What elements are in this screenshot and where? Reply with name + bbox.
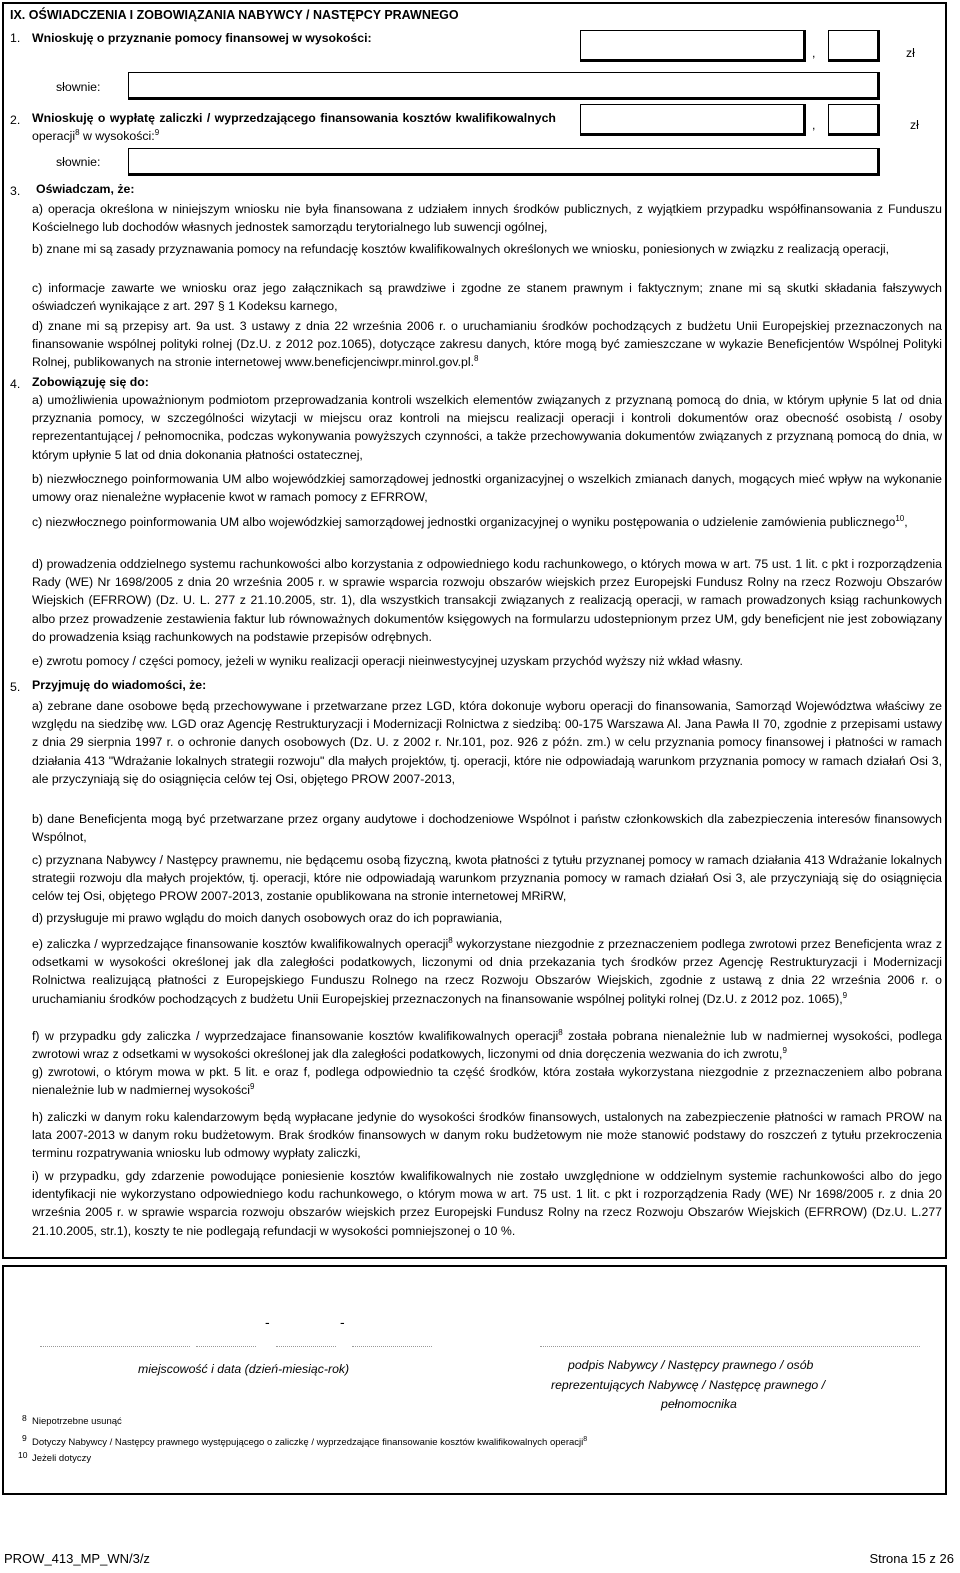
amount-decimal-field-1[interactable]	[828, 30, 880, 62]
item5-f-post: została pobrana nienależnie lub w nadmiernej wysokości, podlega zwrotowi wraz z odsetkami w wysokości określonej jak dla zaległości podatkowych, liczonymi od dnia doręczenia wezwania do ich zwrotu,	[32, 1029, 943, 1062]
form-code: PROW_413_MP_WN/3/z	[4, 1551, 150, 1566]
date-month-field[interactable]	[276, 1290, 336, 1347]
item3-b: b) znane mi są zasady przyznawania pomocy na refundację kosztów kwalifikowalnych określonych we wniosku, poniesionych w związku z realizacją operacji,	[32, 242, 890, 256]
date-day-field[interactable]	[196, 1290, 256, 1347]
item5-c: c) przyznana Nabywcy / Następcy prawnemu, nie będącemu osobą fizyczną, kwota płatności z tytułu przyznanej pomocy w ramach działania 413 Wdrażanie lokalnych strategii rozwoju dla małych projektów, tj. operacji, które nie odpowiadają warunkom przyznania pomocy w ramach działań Osi 3, ale przyczyniają się do osiągnięcia celów tej Osi, objętego PROW 2007-2013, zostanie opublikowana na stronie internetowej MRiRW,	[32, 853, 942, 904]
item5-i: i) w przypadku, gdy zdarzenie powodujące poniesienie kosztów kwalifikowalnych nie zostało uwzględnione w oddzielnym systemie rachunkowości albo do jego identyfikacji nie wykorzystano odpowiedniego kodu rachunkowego, o którym mowa w art. 75 ust. 1 lit. c pkt i rozporządzenia Rady (WE) Nr 1698/2005 r. z dnia 20 września 2005 r. w sprawie wsparcia rozwoju obszarów wiejskich przez Europejski Fundusz Rolny na rzecz Rozwoju Obszarów Wiejskich (EFRROW) (Dz.U. L.277 21.10.2005, str.1), koszty te nie podlegają refundacji w wysokości pomniejszonej o 10 %.	[32, 1169, 942, 1238]
item5-e-sup2: 9	[842, 990, 848, 1000]
date-separator-1: -	[265, 1314, 270, 1330]
page-number: Strona 15 z 26	[869, 1551, 954, 1566]
item1-words-label: słownie:	[56, 80, 101, 94]
item2-operacji: operacji	[32, 129, 76, 143]
footnote-10-num: 10	[18, 1450, 28, 1460]
section-title: IX. OŚWIADCZENIA I ZOBOWIĄZANIA NABYWCY / NASTĘPCY PRAWNEGO	[10, 8, 459, 22]
item3-number: 3.	[10, 184, 21, 198]
item5-f-pre: f) w przypadku gdy zaliczka / wyprzedzajace finansowanie kosztów kwalifikowalnych operacji	[32, 1029, 559, 1043]
item3-heading: Oświadczam, że:	[36, 182, 135, 196]
place-field[interactable]	[40, 1290, 190, 1347]
item4-c-sup: 10	[895, 513, 905, 523]
item3-d	[32, 317, 942, 372]
item5-g-text: g) zwrotowi, o którym mowa w pkt. 5 lit. e oraz f, podlega odpowiednio ta część środków, która została wykorzystana niezgodnie z przeznaczeniem albo pobrana nienależnie lub w nadmiernej wysokości	[32, 1065, 942, 1098]
footnote-9-text	[32, 1437, 587, 1449]
item2-label-line1: Wnioskuję o wypłatę zaliczki / wyprzedzającego finansowania kosztów kwalifikowalnych	[32, 111, 556, 125]
item5-f-sup2: 9	[782, 1046, 787, 1056]
footnote-10-text: Jeżeli dotyczy	[32, 1453, 92, 1464]
item2-number: 2.	[10, 113, 21, 127]
item4-number: 4.	[10, 377, 21, 391]
item5-number: 5.	[10, 680, 21, 694]
item2-wys: w wysokości:	[79, 129, 155, 143]
item5-a: a) zebrane dane osobowe będą przechowywane i przetwarzane przez LGD, która dokonuje wyboru operacji do finansowania, Samorząd Województwa właściwy ze względu na siedzibę ww. LGD oraz Agencję Restrukturyzacji i Modernizacji Rolnictwa z siedzibą: 00-175 Warszawa Al. Jana Pawła II 70, zgodnie z przepisami ustawy z dnia 29 sierpnia 1997 r. o ochronie danych osobowych (Dz. U. z 2002 r. Nr.101, poz. 926 z późn. zm.) w celu przyznania pomocy finansowej i płatności w ramach działania 413 "Wdrażanie lokalnych strategii rozwoju" dla małych projektów, tj. operacji, które nie odpowiadają warunkom przyznania pomocy w ramach działań Osi 3, ale przyczyniają się do osiągnięcia celów tej Osi, objętego PROW 2007-2013,	[32, 699, 942, 786]
item3-a: a) operacja określona w niniejszym wniosku nie była finansowana z udziałem innych środków publicznych, z wyjątkiem przypadku współfinansowania z Funduszu Kościelnego lub dochodów własnych jednostek samorządu terytorialnego lub suwencji ogólnej,	[32, 202, 942, 235]
date-separator-2: -	[340, 1314, 345, 1330]
date-year-field[interactable]	[352, 1290, 432, 1347]
item4-c	[32, 513, 942, 531]
advance-words-field[interactable]	[128, 148, 880, 176]
item4-a: a) umożliwienia upoważnionym podmiotom przeprowadzania kontroli wszelkich elementów związanych z przyznaną pomocą do dnia, w którym upłynie 5 lat od dnia przyznania pomocy, w szczególności wizytacji w miejscu oraz kontroli na miejscu realizacji operacji i kontroli dokumentów oraz obecność osobistą / osoby reprezentantującej / pełnomocnika, podczas wykonywania powyższych czynności, a także przechowywania dokumentów związanych z przyznaną pomocą do dnia, w którym upłynie 5 lat od dnia dokonania płatności ostatecznej,	[32, 393, 942, 462]
signature-label-line1: podpis Nabywcy / Następcy prawnego / osób	[568, 1358, 814, 1372]
item1-currency: zł	[906, 46, 915, 60]
item2-label-line2	[32, 127, 159, 145]
item4-c-text: c) niezwłocznego poinformowania UM albo wojewódzkiej samorządowej jednostki organizacyjnej o wyniku postępowania o udzielenie zamówienia publicznego	[32, 515, 896, 529]
item5-e-pre: e) zaliczka / wyprzedzające finansowanie kosztów kwalifikowalnych operacji	[32, 937, 449, 951]
item5-g	[32, 1063, 942, 1099]
item2-currency: zł	[910, 118, 919, 132]
item5-e	[32, 935, 942, 1008]
item3-d-text: d) znane mi są przepisy art. 9a ust. 3 ustawy z dnia 22 września 2006 r. o uruchamianiu środków pochodzących z budżetu Unii Europejskiej przeznaczonych na finansowanie wspólnej polityki rolnej (Dz.U. z 2012 poz.1065), dotyczące zakresu danych, które mogą być zamieszczane w wykazie Beneficjentów Wspólnej Polityki Rolnej, publikowanych na stronie internetowej www.beneficjenciwpr.minrol.gov.pl.	[32, 319, 942, 370]
item4-heading: Zobowiązuję się do:	[32, 375, 149, 389]
place-date-label: miejscowość i data (dzień-miesiąc-rok)	[138, 1362, 350, 1376]
item5-b: b) dane Beneficjenta mogą być przetwarzane przez organy audytowe i dochodzeniowe Wspólnot i państw członkowskich dla zabezpieczenia interesów finansowych Wspólnot,	[32, 812, 942, 845]
item4-e: e) zwrotu pomocy / części pomocy, jeżeli w wyniku realizacji operacji nieinwestycyjnej uzyskam przychód wyższy niż wkład własny.	[32, 654, 743, 668]
footnote-9-sup: 8	[583, 1435, 588, 1443]
advance-decimal-field[interactable]	[828, 104, 880, 136]
item4-c-end: ,	[904, 515, 908, 529]
item2-words-label: słownie:	[56, 155, 101, 169]
item5-d: d) przysługuje mi prawo wglądu do moich danych osobowych oraz do ich poprawiania,	[32, 911, 503, 925]
item1-comma: ,	[812, 46, 816, 60]
item4-d: d) prowadzenia oddzielnego systemu rachunkowości albo korzystania z odpowiedniego kodu rachunkowego, o których mowa w art. 75 ust. 1 lit. c pkt i rozporządzenia Rady (WE) Nr 1698/2005 z dnia 20 września 2005 r. w sprawie wsparcia rozwoju obszarów wiejskich przez Europejski Fundusz Rolny na rzecz Rozwoju Obszarów Wiejskich (EFRROW) (Dz. U. L. 277 z 21.10.2005, str. 1), dla wszystkich transakcji związanych z realizacją operacji, w ramach prowadzonych ksiąg rachunkowych albo przez prowadzenie zestawienia faktur lub równoważnych dokumentów księgowych na formularzu udostepnionym przez UM, gdy beneficjent nie jest zobowiązany do prowadzenia ksiąg rachunkowych na podstawie przepisów odrębnych.	[32, 557, 942, 644]
amount-words-field-1[interactable]	[128, 72, 880, 100]
item5-heading: Przyjmuję do wiadomości, że:	[32, 678, 207, 692]
footnote-9-num: 9	[22, 1433, 27, 1443]
item5-e-post: wykorzystane niezgodnie z przeznaczeniem podlega zwrotowi przez Beneficjenta wraz z odsetkami w wysokości określonej jak dla zaległości podatkowych, liczonymi od dnia przekazania tych środków przez Agencję Restrukturyzacji i Modernizacji Rolnictwa realizującą płatności z Europejskiego Funduszu Rolnego na rzecz Rozwoju Obszarów Wiejskich, zgodnie z ustawą z dnia 22 września 2006 r. o uruchamianiu środków pochodzących z budżetu Unii Europejskiej przeznaczonych na finansowanie wspólnej polityki rolnej (Dz.U. z 2012 poz. 1065),	[32, 937, 942, 1006]
item3-d-sup: 8	[474, 354, 479, 364]
item1-label-text: Wnioskuję o przyznanie pomocy finansowej w wysokości:	[32, 31, 372, 45]
item2-comma: ,	[812, 118, 816, 132]
footnote-8-text: Niepotrzebne usunąć	[32, 1416, 122, 1427]
item1-label	[32, 29, 372, 47]
footnote-8-num: 8	[22, 1413, 27, 1423]
item4-b: b) niezwłocznego poinformowania UM albo wojewódzkiej samorządowej jednostki organizacyjnej o wszelkich zmianach danych, mogących mieć wpływ na wykonanie umowy oraz nienależne wypłacenie kwot w ramach pomocy z EFRROW,	[32, 472, 942, 505]
item1-number: 1.	[10, 31, 21, 45]
item5-f-sup: 8	[558, 1027, 563, 1037]
item5-g-sup: 9	[250, 1082, 255, 1092]
item5-h: h) zaliczki w danym roku kalendarzowym będą wypłacane jedynie do wysokości środków finansowych, ustalonych na zabezpieczenie płatności w ramach PROW na lata 2007-2013 w danym roku budżetowym. Brak środków finansowych w danym roku budżetowym nie może stanowić podstawy do roszczeń z tytułu przekroczenia terminu rozpatrywania wniosku lub odmowy wypłaty zaliczki,	[32, 1110, 942, 1161]
signature-label-line3: pełnomocnika	[661, 1397, 737, 1411]
footnote-9-body: Dotyczy Nabywcy / Następcy prawnego występującego o zaliczkę / wyprzedzające finansowanie kosztów kwalifikowalnych operacji	[32, 1437, 584, 1448]
item5-e-sup: 8	[448, 935, 453, 945]
amount-integer-field-1[interactable]	[580, 30, 806, 62]
item2-sup2: 9	[154, 127, 160, 137]
item3-c: c) informacje zawarte we wniosku oraz jego załącznikach są prawdziwe i zgodne ze stanem prawnym i faktycznym; znane mi są skutki składania fałszywych oświadczeń wynikające z art. 297 § 1 Kodeksu karnego,	[32, 281, 942, 314]
advance-integer-field[interactable]	[580, 104, 806, 136]
signature-label-line2: reprezentujących Nabywcę / Następcę prawnego /	[551, 1378, 826, 1392]
signature-field[interactable]	[540, 1290, 920, 1347]
item2-sup1: 8	[75, 127, 80, 137]
item5-f	[32, 1027, 942, 1063]
